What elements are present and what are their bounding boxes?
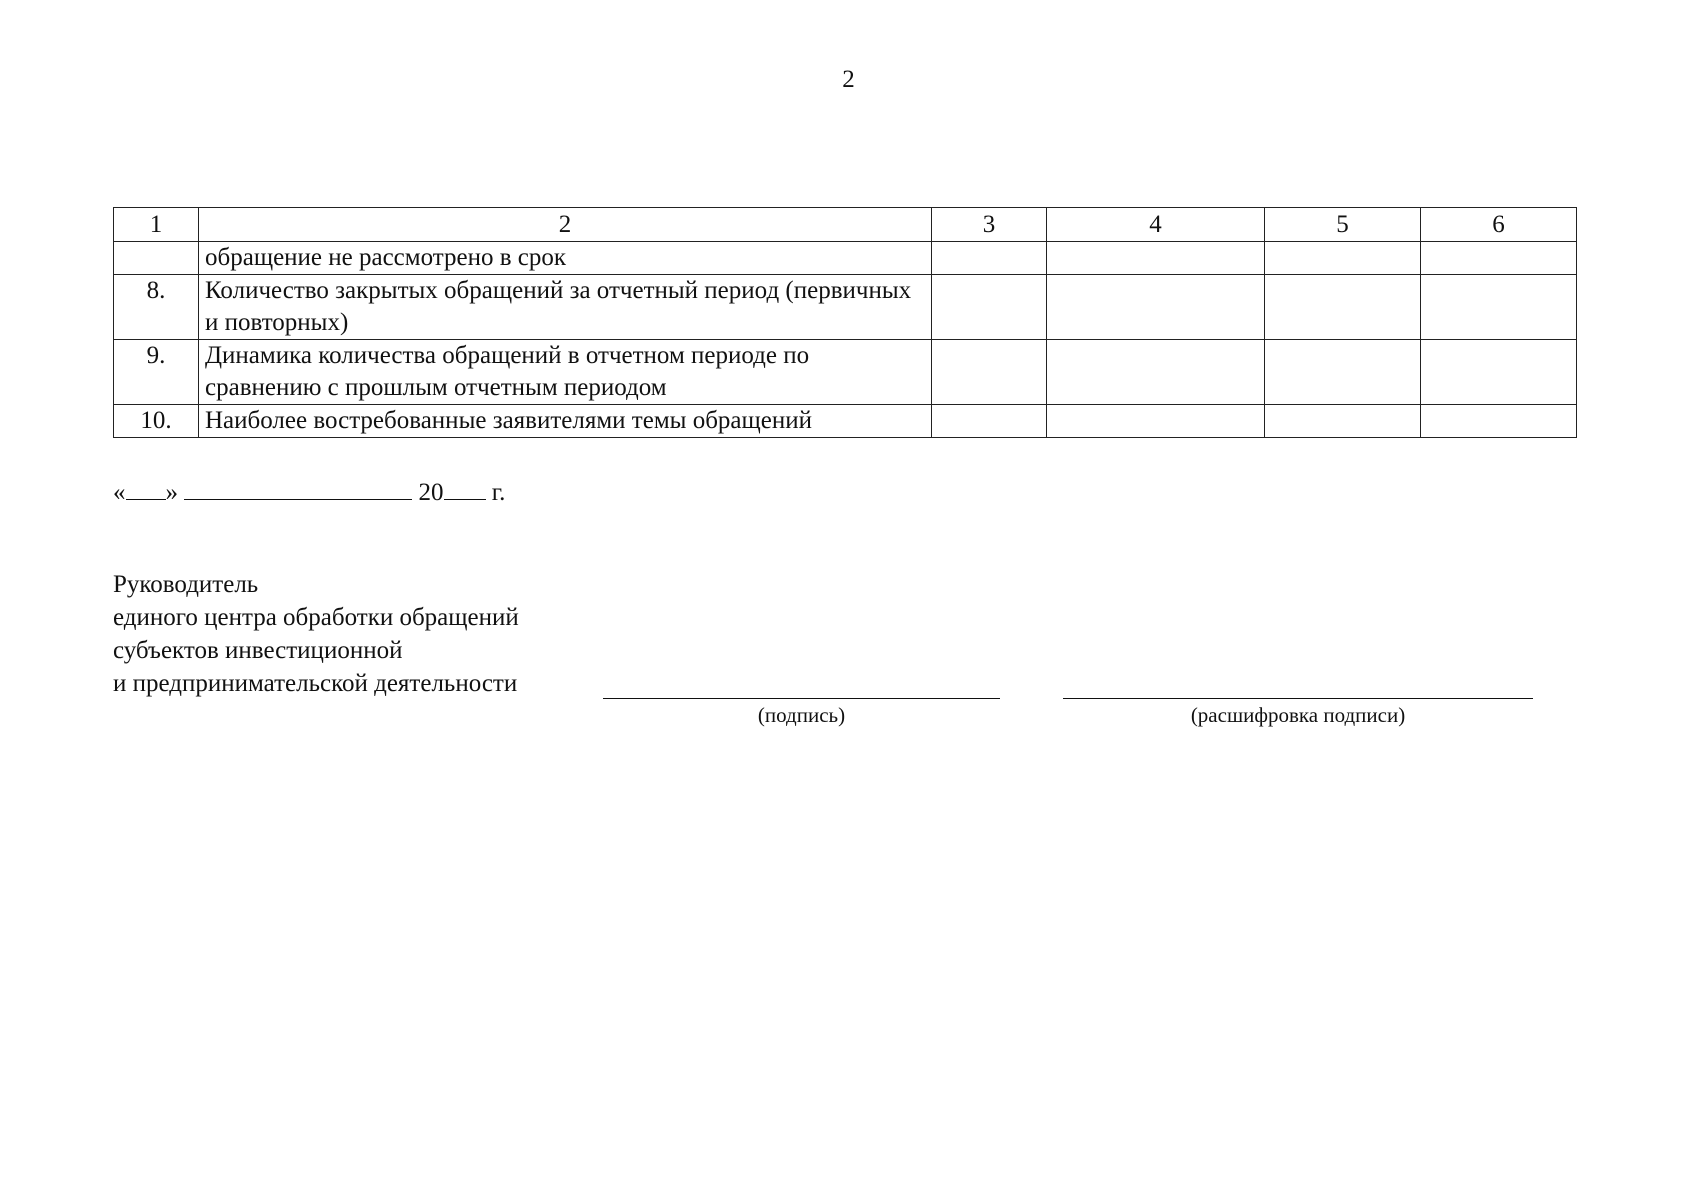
- report-table: [113, 207, 1577, 438]
- value-cell: [1265, 340, 1421, 405]
- column-number-4: 4: [1047, 208, 1265, 242]
- signer-title: [113, 568, 519, 700]
- row-description: Наиболее востребованные заявителями темы обращений: [199, 405, 932, 438]
- row-number: 9.: [114, 340, 199, 405]
- year-blank[interactable]: [444, 473, 486, 500]
- column-number-3: 3: [932, 208, 1047, 242]
- table-header-row: [114, 208, 1577, 242]
- value-cell: [1047, 275, 1265, 340]
- value-cell: [932, 405, 1047, 438]
- column-number-2: 2: [199, 208, 932, 242]
- value-cell: [1421, 340, 1577, 405]
- close-quote: »: [165, 479, 178, 506]
- signature-decode-line[interactable]: [1063, 698, 1533, 699]
- signer-line: единого центра обработки обращений: [113, 604, 519, 631]
- open-quote: «: [113, 479, 126, 506]
- value-cell: [932, 242, 1047, 275]
- signature-decode-caption: (расшифровка подписи): [1190, 703, 1406, 727]
- value-cell: [932, 275, 1047, 340]
- value-cell: [1047, 242, 1265, 275]
- row-description: Динамика количества обращений в отчетном периоде по сравнению с прошлым отчетным периодом: [199, 340, 932, 405]
- column-number-5: 5: [1265, 208, 1421, 242]
- table-row: [114, 405, 1577, 438]
- signature-line[interactable]: [603, 698, 1000, 699]
- value-cell: [1265, 275, 1421, 340]
- value-cell: [1421, 275, 1577, 340]
- page-number: 2: [842, 66, 855, 93]
- value-cell: [1421, 242, 1577, 275]
- row-number: 8.: [114, 275, 199, 340]
- year-prefix: 20: [418, 479, 444, 506]
- signer-line: субъектов инвестиционной: [113, 637, 403, 664]
- signer-line: Руководитель: [113, 571, 259, 598]
- value-cell: [932, 340, 1047, 405]
- row-number: 10.: [114, 405, 199, 438]
- value-cell: [1421, 405, 1577, 438]
- row-description: Количество закрытых обращений за отчетный период (первичных и повторных): [199, 275, 932, 340]
- value-cell: [1047, 340, 1265, 405]
- month-blank[interactable]: [184, 473, 412, 500]
- value-cell: [1265, 242, 1421, 275]
- year-suffix: г.: [491, 479, 506, 506]
- signer-line: и предпринимательской деятельности: [113, 670, 518, 697]
- table-row: [114, 275, 1577, 340]
- column-number-1: 1: [114, 208, 199, 242]
- day-blank[interactable]: [126, 473, 166, 500]
- value-cell: [1265, 405, 1421, 438]
- column-number-6: 6: [1421, 208, 1577, 242]
- table-row: [114, 340, 1577, 405]
- signature-caption: (подпись): [757, 703, 846, 727]
- value-cell: [1047, 405, 1265, 438]
- row-number: [114, 242, 199, 275]
- table-row: [114, 242, 1577, 275]
- date-line: [113, 473, 505, 507]
- row-description: обращение не рассмотрено в срок: [199, 242, 932, 275]
